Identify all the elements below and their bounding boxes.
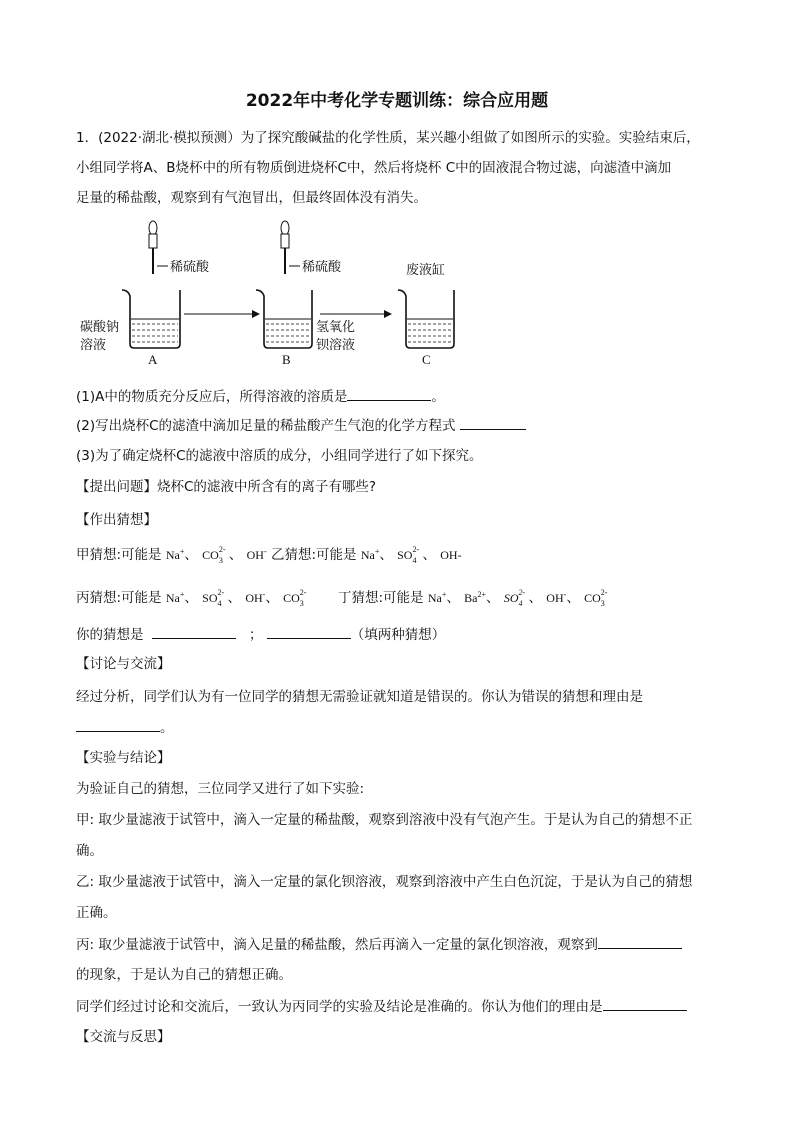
ion-so4: SO 2- 4 <box>397 545 420 565</box>
beaker-c-letter: C <box>422 352 431 367</box>
guess-ding: 丁猜想:可能是 Na+、 $Ba^{2+}$、 SO 2- 4 、 OH-、 CO 2- 3 <box>338 588 611 608</box>
experiment-jia-1: 甲: 取少量滤液于试管中，滴入一定量的稀盐酸，观察到溶液中没有气泡产生。于是认为自己的猜想不正 <box>76 812 693 828</box>
ion-na-4: Na+ <box>427 590 447 605</box>
experiment-jia-2: 确。 <box>76 843 103 859</box>
answer-blank-1[interactable] <box>347 386 431 401</box>
ion-oh-3: OH- <box>245 590 266 605</box>
beaker-b-icon <box>256 290 312 348</box>
experiment-yi-1: 乙: 取少量滤液于试管中，滴入一定量的氯化钡溶液，观察到溶液中产生白色沉淀，于是认为自己的猜想 <box>76 874 693 890</box>
dropper-b-icon <box>281 221 289 274</box>
beaker-a-letter: A <box>148 352 158 367</box>
guess-bing: 丙猜想:可能是 Na+、 SO 2- 4 、 OH-、 CO 2- 3 <box>76 588 310 608</box>
ion-na-2: Na+ <box>360 547 380 562</box>
beaker-b-letter: B <box>282 352 291 367</box>
sub-question-2: (2)写出烧杯C的滤渣中滴加足量的稀盐酸产生气泡的化学方程式 <box>76 415 526 436</box>
experiment-head: 【实验与结论】 <box>76 750 171 766</box>
reflect-head: 【交流与反思】 <box>76 1029 171 1045</box>
dropper-b-label: 稀硫酸 <box>302 260 342 275</box>
ion-co3-3: CO 2- 3 <box>584 588 608 608</box>
beaker-b-label-2: 钡溶液 <box>316 338 356 353</box>
ion-so4-2: SO 2- 4 <box>202 588 225 608</box>
ion-na: Na+ <box>165 547 185 562</box>
sub-question-3: (3)为了确定烧杯C的滤液中溶质的成分，小组同学进行了如下探究。 <box>76 448 483 464</box>
arrow-right-icon <box>184 310 260 318</box>
waste-tank-label: 废液缸 <box>406 263 446 278</box>
answer-blank-bing[interactable] <box>598 934 682 949</box>
experiment-bing-1: 丙: 取少量滤液于试管中，滴入足量的稀盐酸，然后再滴入一定量的氯化钡溶液，观察到 <box>76 934 682 955</box>
sub-question-1: (1)A中的物质充分反应后，所得溶液的溶质是 。 <box>76 386 445 407</box>
ion-oh-2: OH- <box>440 548 462 562</box>
beaker-a-icon <box>122 290 180 348</box>
question-1-line-2: 小组同学将A、B烧杯中的所有物质倒进烧杯C中，然后将烧杯 C中的固液混合物过滤，向滤渣中滴加 <box>76 160 672 176</box>
discuss-answer: 。 <box>76 717 174 738</box>
page-title: 2022年中考化学专题训练：综合应用题 <box>245 91 549 111</box>
experiment-diagram <box>76 218 496 378</box>
ion-ba: $Ba^{2+}$ <box>464 590 487 605</box>
dropper-a-label: 稀硫酸 <box>170 260 210 275</box>
ion-so4-3: SO 2- 4 <box>503 588 526 608</box>
guess-head: 【作出猜想】 <box>76 512 157 528</box>
beaker-b-label-1: 氢氧化 <box>316 320 356 335</box>
answer-blank-2[interactable] <box>460 415 526 430</box>
guess-jia-yi: 甲猜想:可能是 Na+、 CO 2- 3 、 OH- 乙猜想:可能是 Na+、 SO 2- 4 、 OH- <box>76 545 462 565</box>
question-1-line-3: 足量的稀盐酸，观察到有气泡冒出，但最终固体没有消失。 <box>76 190 427 206</box>
question-1-line-1: 1．(2022·湖北·模拟预测）为了探究酸碱盐的化学性质，某兴趣小组做了如图所示的实验。实验结束后， <box>76 130 700 146</box>
beaker-a-label-2: 溶液 <box>80 338 107 353</box>
ion-co3-2: CO 2- 3 <box>283 588 307 608</box>
raise-question: 【提出问题】烧杯C的滤液中所含有的离子有哪些? <box>76 479 377 495</box>
answer-blank-guess-1[interactable] <box>152 624 236 639</box>
experiment-bing-2: 的现象，于是认为自己的猜想正确。 <box>76 967 292 983</box>
ion-na-3: Na+ <box>165 590 185 605</box>
experiment-intro: 为验证自己的猜想，三位同学又进行了如下实验: <box>76 781 365 797</box>
answer-blank-conclusion[interactable] <box>603 996 687 1011</box>
ion-co3: CO 2- 3 <box>202 545 226 565</box>
experiment-yi-2: 正确。 <box>76 905 117 921</box>
raise-question-head: 【提出问题】 <box>76 479 157 495</box>
ion-oh: OH- <box>246 547 267 562</box>
arrow-right-icon-2 <box>320 310 392 318</box>
ion-oh-4: OH- <box>546 590 567 605</box>
dropper-a-icon <box>149 221 157 274</box>
your-guess: 你的猜想是 ； （填两种猜想） <box>76 624 445 645</box>
discuss-head: 【讨论与交流】 <box>76 656 171 672</box>
beaker-c-icon <box>398 290 454 348</box>
answer-blank-guess-2[interactable] <box>267 624 351 639</box>
beaker-a-label-1: 碳酸钠 <box>80 320 120 335</box>
answer-blank-discuss[interactable] <box>76 717 160 732</box>
discuss-text: 经过分析，同学们认为有一位同学的猜想无需验证就知道是错误的。你认为错误的猜想和理由是 <box>76 689 643 705</box>
experiment-conclusion: 同学们经过讨论和交流后，一致认为丙同学的实验及结论是准确的。你认为他们的理由是 <box>76 996 687 1017</box>
